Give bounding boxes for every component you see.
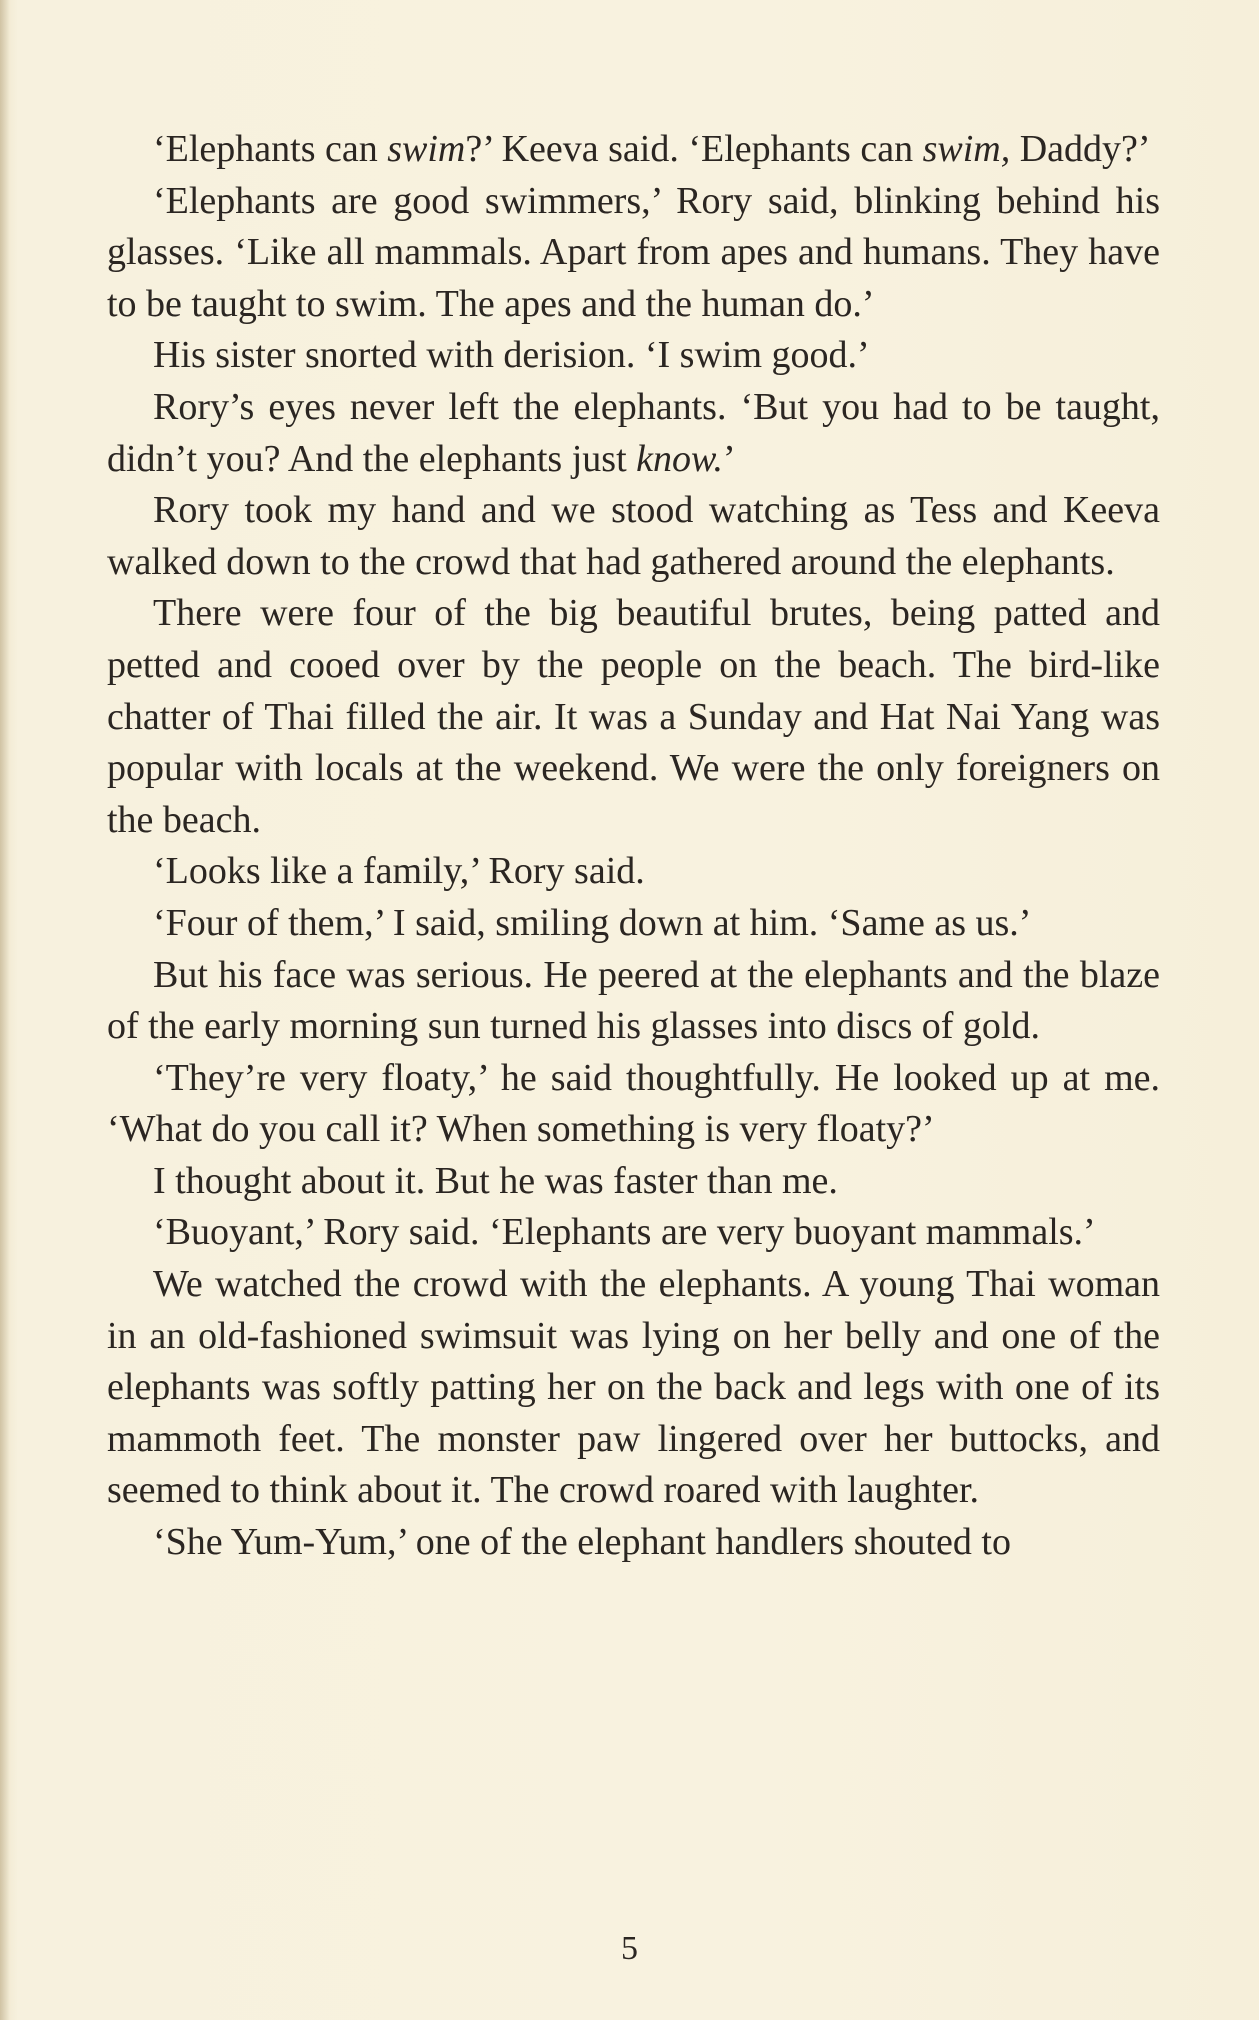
- body-text: [107, 124, 1160, 1569]
- paragraph: [107, 330, 1160, 382]
- paragraph: [107, 124, 1160, 176]
- text-run: I thought about it. But he was faster than me.: [153, 1159, 838, 1202]
- text-run: swim,: [922, 128, 1011, 170]
- text-run: ‘She Yum-Yum,’ one of the elephant handlers shouted to: [153, 1521, 1011, 1564]
- text-run: Rory’s eyes never left the elephants. ‘But you had to be taught, didn’t you? And the elephants just: [107, 385, 1160, 480]
- paragraph: [107, 1207, 1160, 1259]
- spine-shadow: [0, 0, 10, 2020]
- text-run: swim: [387, 128, 466, 170]
- text-run: know.: [636, 437, 724, 480]
- text-run: Rory took my hand and we stood watching as Tess and Keeva walked down to the crowd that had gathered around the elephants.: [107, 489, 1160, 583]
- paragraph: [107, 382, 1160, 485]
- text-run: But his face was serious. He peered at the elephants and the blaze of the early morning sun turned his glasses into discs of gold.: [107, 953, 1160, 1048]
- paragraph: [107, 1156, 1160, 1208]
- text-run: ‘They’re very floaty,’ he said thoughtfully. He looked up at me. ‘What do you call it? When something is very floaty?’: [107, 1056, 1160, 1151]
- paragraph: [107, 485, 1160, 588]
- paragraph: [107, 898, 1160, 950]
- text-run: Daddy?’: [1010, 128, 1151, 170]
- paragraph: [107, 1053, 1160, 1156]
- text-run: ‘Elephants are good swimmers,’ Rory said, blinking behind his glasses. ‘Like all mammals. Apart from apes and humans. They have to be taught to swim. The apes and the human do.’: [107, 179, 1160, 325]
- text-run: ‘Looks like a family,’ Rory said.: [153, 850, 645, 893]
- paragraph: [107, 176, 1160, 331]
- paragraph: [107, 1517, 1160, 1569]
- text-run: ‘Four of them,’ I said, smiling down at him. ‘Same as us.’: [153, 901, 1032, 944]
- page-number: 5: [621, 1930, 638, 1967]
- text-run: ?’ Keeva said. ‘Elephants can: [465, 128, 923, 170]
- text-run: We watched the crowd with the elephants. A young Thai woman in an old-fashioned swimsuit was lying on her belly and one of the elephants was softly patting her on the back and legs with one of its mammoth feet. The monster paw lingered over her buttocks, and seemed to think about it. The crowd roared with laughter.: [107, 1263, 1160, 1512]
- text-run: There were four of the big beautiful brutes, being patted and petted and cooed over by the people on the beach. The bird-like chatter of Thai filled the air. It was a Sunday and Hat Nai Yang was popular with locals at the weekend. We were the only foreigners on the beach.: [107, 592, 1160, 841]
- text-run: ‘Elephants can: [153, 128, 388, 170]
- paragraph: [107, 846, 1160, 898]
- paragraph: [107, 1259, 1160, 1517]
- text-run: ‘Buoyant,’ Rory said. ‘Elephants are very buoyant mammals.’: [153, 1211, 1096, 1254]
- text-run: ’: [723, 437, 736, 480]
- text-run: His sister snorted with derision. ‘I swim good.’: [153, 334, 870, 377]
- paragraph: [107, 950, 1160, 1053]
- paragraph: [107, 588, 1160, 846]
